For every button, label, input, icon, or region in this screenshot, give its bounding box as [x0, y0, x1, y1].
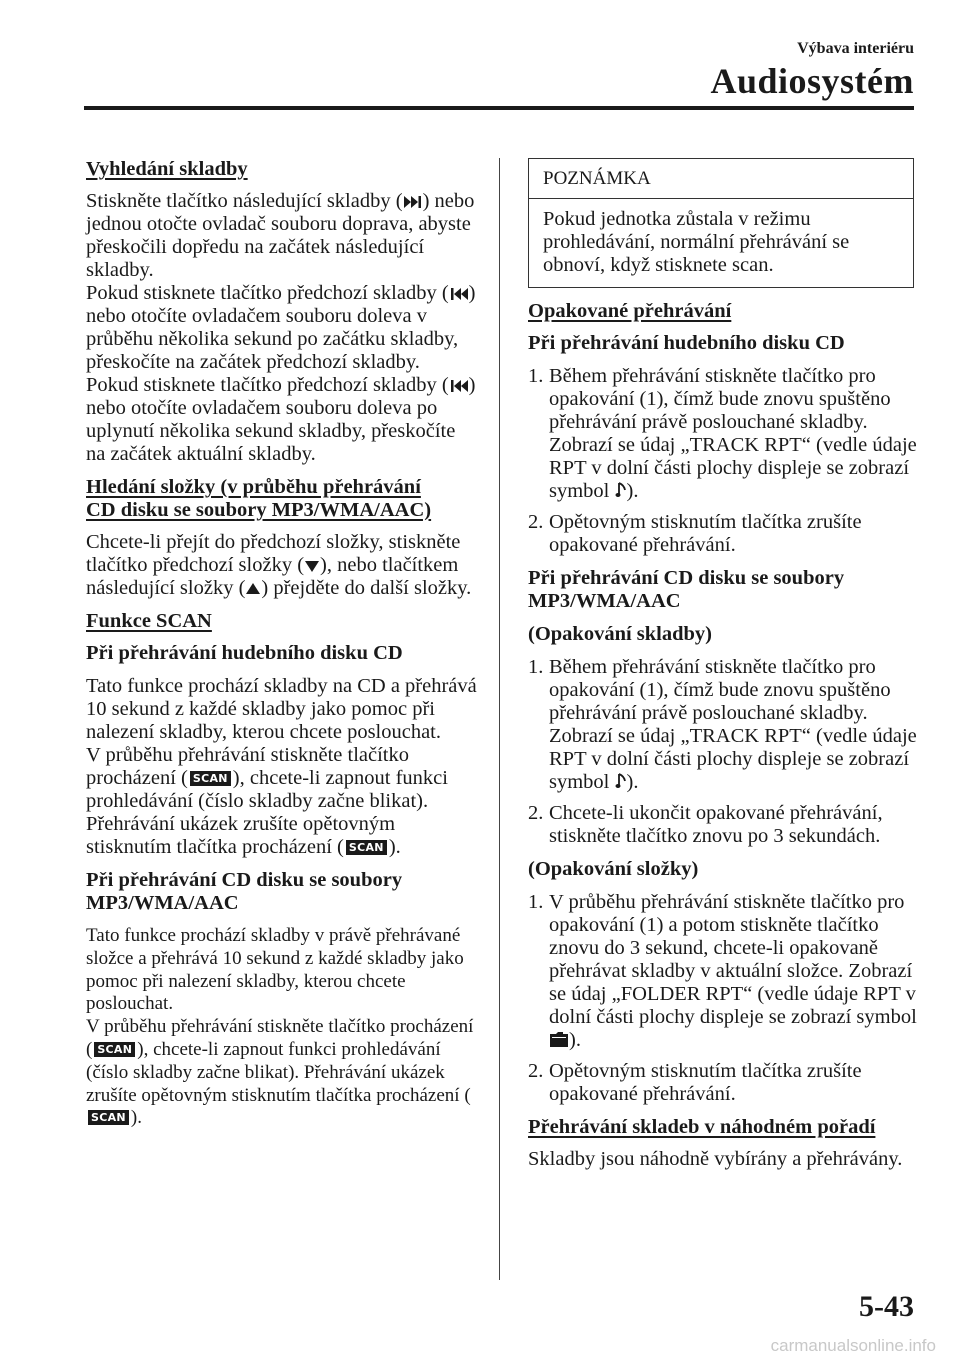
page-number: 5-43 [859, 1290, 914, 1323]
repeat-folder-steps [528, 891, 918, 1106]
folder-down-icon [304, 559, 320, 573]
scan-icon: SCAN [88, 1110, 129, 1125]
subheading-scan-cd: Při přehrávání hudebního disku CD [86, 642, 403, 664]
header-rule [84, 106, 914, 110]
subheading-repeat-cd: Při přehrávání hudebního disku CD [528, 332, 845, 354]
scan-icon: SCAN [190, 771, 231, 786]
heading-repeat: Opakované přehrávání [528, 300, 732, 322]
track-search-text: Stiskněte tlačítko následující skladby ( ) nebo jednou otočte ovladač souboru doprava, abyste přeskočili dopředu na začátek následující skladby. Pokud stisknete tlačítko předchozí skladby ( ) nebo otočíte ovladačem souboru doleva v průběhu několika sekund po začátku skladby, přeskočíte na začátek předchozí skladby. Pokud stisknete tlačítko předchozí skladby ( ) nebo otočíte ovladačem souboru doleva po uplynutí několika sekund skladby, přeskočíte na začátek aktuální skladby. [86, 190, 476, 465]
column-divider [499, 158, 500, 1280]
list-item: 1. V průběhu přehrávání stiskněte tlačítko pro opakování (1) a potom stiskněte tlačítko znovu do 3 sekund, chcete-li opakovaně přehrávat skladby v aktuální složce. Zobrazí se údaj „FOLDER RPT“ (vedle údaje RPT v dolní části plochy displeje se zobrazí symbol ). [528, 891, 917, 1051]
scan-mp3-text: Tato funkce prochází skladby v právě přehrávané složce a přehrává 10 sekund z každé skladby jako pomoc při nalezení skladby, kterou chcete poslouchat. V průběhu přehrávání stiskněte tlačítko procházení ( SCAN ), chcete-li zapnout funkci prohledávání (číslo skladby začne blikat). Přehrávání ukázek zrušíte opětovným stisknutím tlačítka procházení (SCAN ). [86, 925, 474, 1129]
note-body: Pokud jednotka zůstala v režimu prohledávání, normální přehrávání se obnoví, když stisknete scan. [543, 208, 850, 276]
next-track-icon [403, 195, 423, 209]
music-note-icon [615, 772, 627, 790]
watermark: carmanualsonline.info [770, 1336, 936, 1355]
repeat-track-steps [528, 656, 918, 848]
note-box [528, 158, 914, 288]
folder-search-text: Chcete-li přejít do předchozí složky, stiskněte tlačítko předchozí složky ( ), nebo tlačítkem následující složky ( ) přejděte do další složky. [86, 531, 472, 599]
folder-up-icon [245, 582, 261, 596]
list-item: 1. Během přehrávání stiskněte tlačítko pro opakování (1), čímž bude znovu spuštěno přehrávání právě poslouchané skladby. Zobrazí se údaj „TRACK RPT“ (vedle údaje RPT v dolní části plochy displeje se zobrazí symbol ). [528, 656, 917, 793]
previous-track-icon [449, 379, 469, 393]
subheading-repeat-track: (Opakování skladby) [528, 623, 712, 645]
list-item: 2. Opětovným stisknutím tlačítka zrušíte opakované přehrávání. [528, 511, 862, 556]
section-label: Výbava interiéru [797, 40, 914, 57]
scan-icon: SCAN [94, 1042, 135, 1057]
random-text: Skladby jsou náhodně vybírány a přehrávány. [528, 1148, 903, 1170]
note-title: POZNÁMKA [529, 159, 913, 199]
heading-random: Přehrávání skladeb v náhodném pořadí [528, 1116, 876, 1138]
heading-scan: Funkce SCAN [86, 610, 212, 632]
list-item: 1. Během přehrávání stiskněte tlačítko pro opakování (1), čímž bude znovu spuštěno přehrávání právě poslouchané skladby. Zobrazí se údaj „TRACK RPT“ (vedle údaje RPT v dolní části plochy displeje se zobrazí symbol ). [528, 365, 917, 502]
music-note-icon [615, 481, 627, 499]
heading-folder-search: Hledání složky (v průběhu přehrávání CD disku se soubory MP3/WMA/AAC) [86, 476, 432, 521]
folder-icon [549, 1030, 569, 1048]
list-item: 2. Opětovným stisknutím tlačítka zrušíte opakované přehrávání. [528, 1060, 862, 1105]
subheading-repeat-folder: (Opakování složky) [528, 858, 699, 880]
subheading-scan-mp3: Při přehrávání CD disku se soubory MP3/WMA/AAC [86, 869, 403, 914]
left-column [86, 158, 478, 1140]
heading-track-search: Vyhledání skladby [86, 158, 248, 180]
page-title: Audiosystém [710, 61, 914, 101]
scan-icon: SCAN [346, 840, 387, 855]
right-column [528, 158, 918, 1181]
previous-track-icon [449, 287, 469, 301]
scan-cd-text: Tato funkce prochází skladby na CD a přehrává 10 sekund z každé skladby jako pomoc při nalezení skladby, kterou chcete poslouchat. V průběhu přehrávání stiskněte tlačítko procházení ( SCAN ), chcete-li zapnout funkci prohledávání (číslo skladby začne blikat). Přehrávání ukázek zrušíte opětovným stisknutím tlačítka procházení ( SCAN ). [86, 675, 477, 858]
subheading-repeat-mp3: Při přehrávání CD disku se soubory MP3/WMA/AAC [528, 567, 845, 612]
repeat-cd-steps [528, 365, 918, 557]
list-item: 2. Chcete-li ukončit opakované přehrávání, stiskněte tlačítko znovu po 3 sekundách. [528, 802, 883, 847]
